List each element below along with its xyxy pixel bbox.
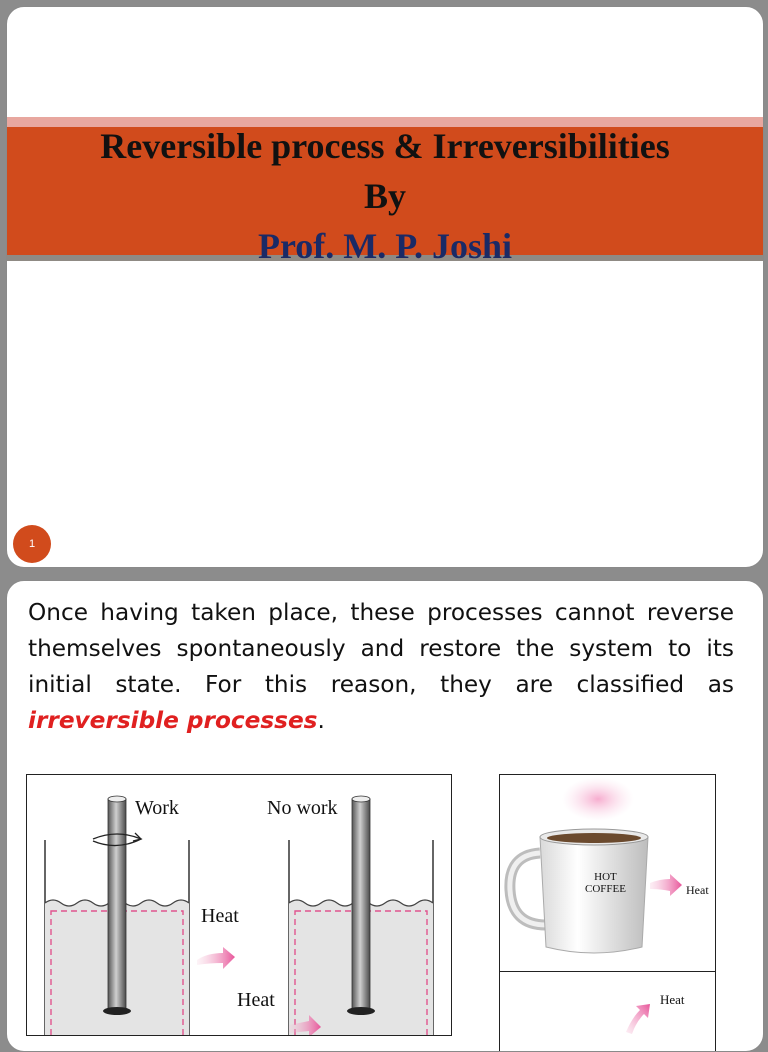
paragraph-end: . bbox=[317, 707, 325, 734]
content-slide bbox=[6, 580, 764, 1052]
paragraph-text: Once having taken place, these processes cannot reverse themselves spontaneously and restore the system to its initial state. For this reason, they are classified as bbox=[28, 599, 734, 698]
mug-label-hot: HOT bbox=[594, 871, 617, 883]
heat-transfer-figure bbox=[499, 971, 716, 1052]
mug-label bbox=[585, 871, 626, 895]
work-label: Work bbox=[135, 797, 179, 819]
hot-coffee-figure bbox=[499, 774, 716, 972]
mug-heat-label: Heat bbox=[686, 883, 709, 897]
lower-heat-label: Heat bbox=[660, 992, 685, 1007]
heat-label-1: Heat bbox=[201, 905, 239, 927]
body-paragraph bbox=[28, 595, 734, 739]
no-work-label: No work bbox=[267, 797, 338, 819]
slide-subtitle-by: By bbox=[363, 176, 406, 216]
title-slide bbox=[6, 6, 764, 568]
slide-number-badge: 1 bbox=[13, 525, 51, 563]
irreversible-processes-emphasis: irreversible processes bbox=[28, 707, 318, 734]
slide-title: Reversible process & Irreversibilities bbox=[100, 126, 670, 166]
tank-without-work bbox=[289, 796, 433, 1035]
steam bbox=[562, 777, 634, 821]
author-name: Prof. M. P. Joshi bbox=[257, 226, 512, 266]
paddle-wheel-figure bbox=[26, 774, 452, 1036]
heat-label-2: Heat bbox=[237, 989, 275, 1011]
mug-label-coffee: COFFEE bbox=[585, 883, 626, 895]
heat-arrow-illustration bbox=[500, 972, 715, 1052]
